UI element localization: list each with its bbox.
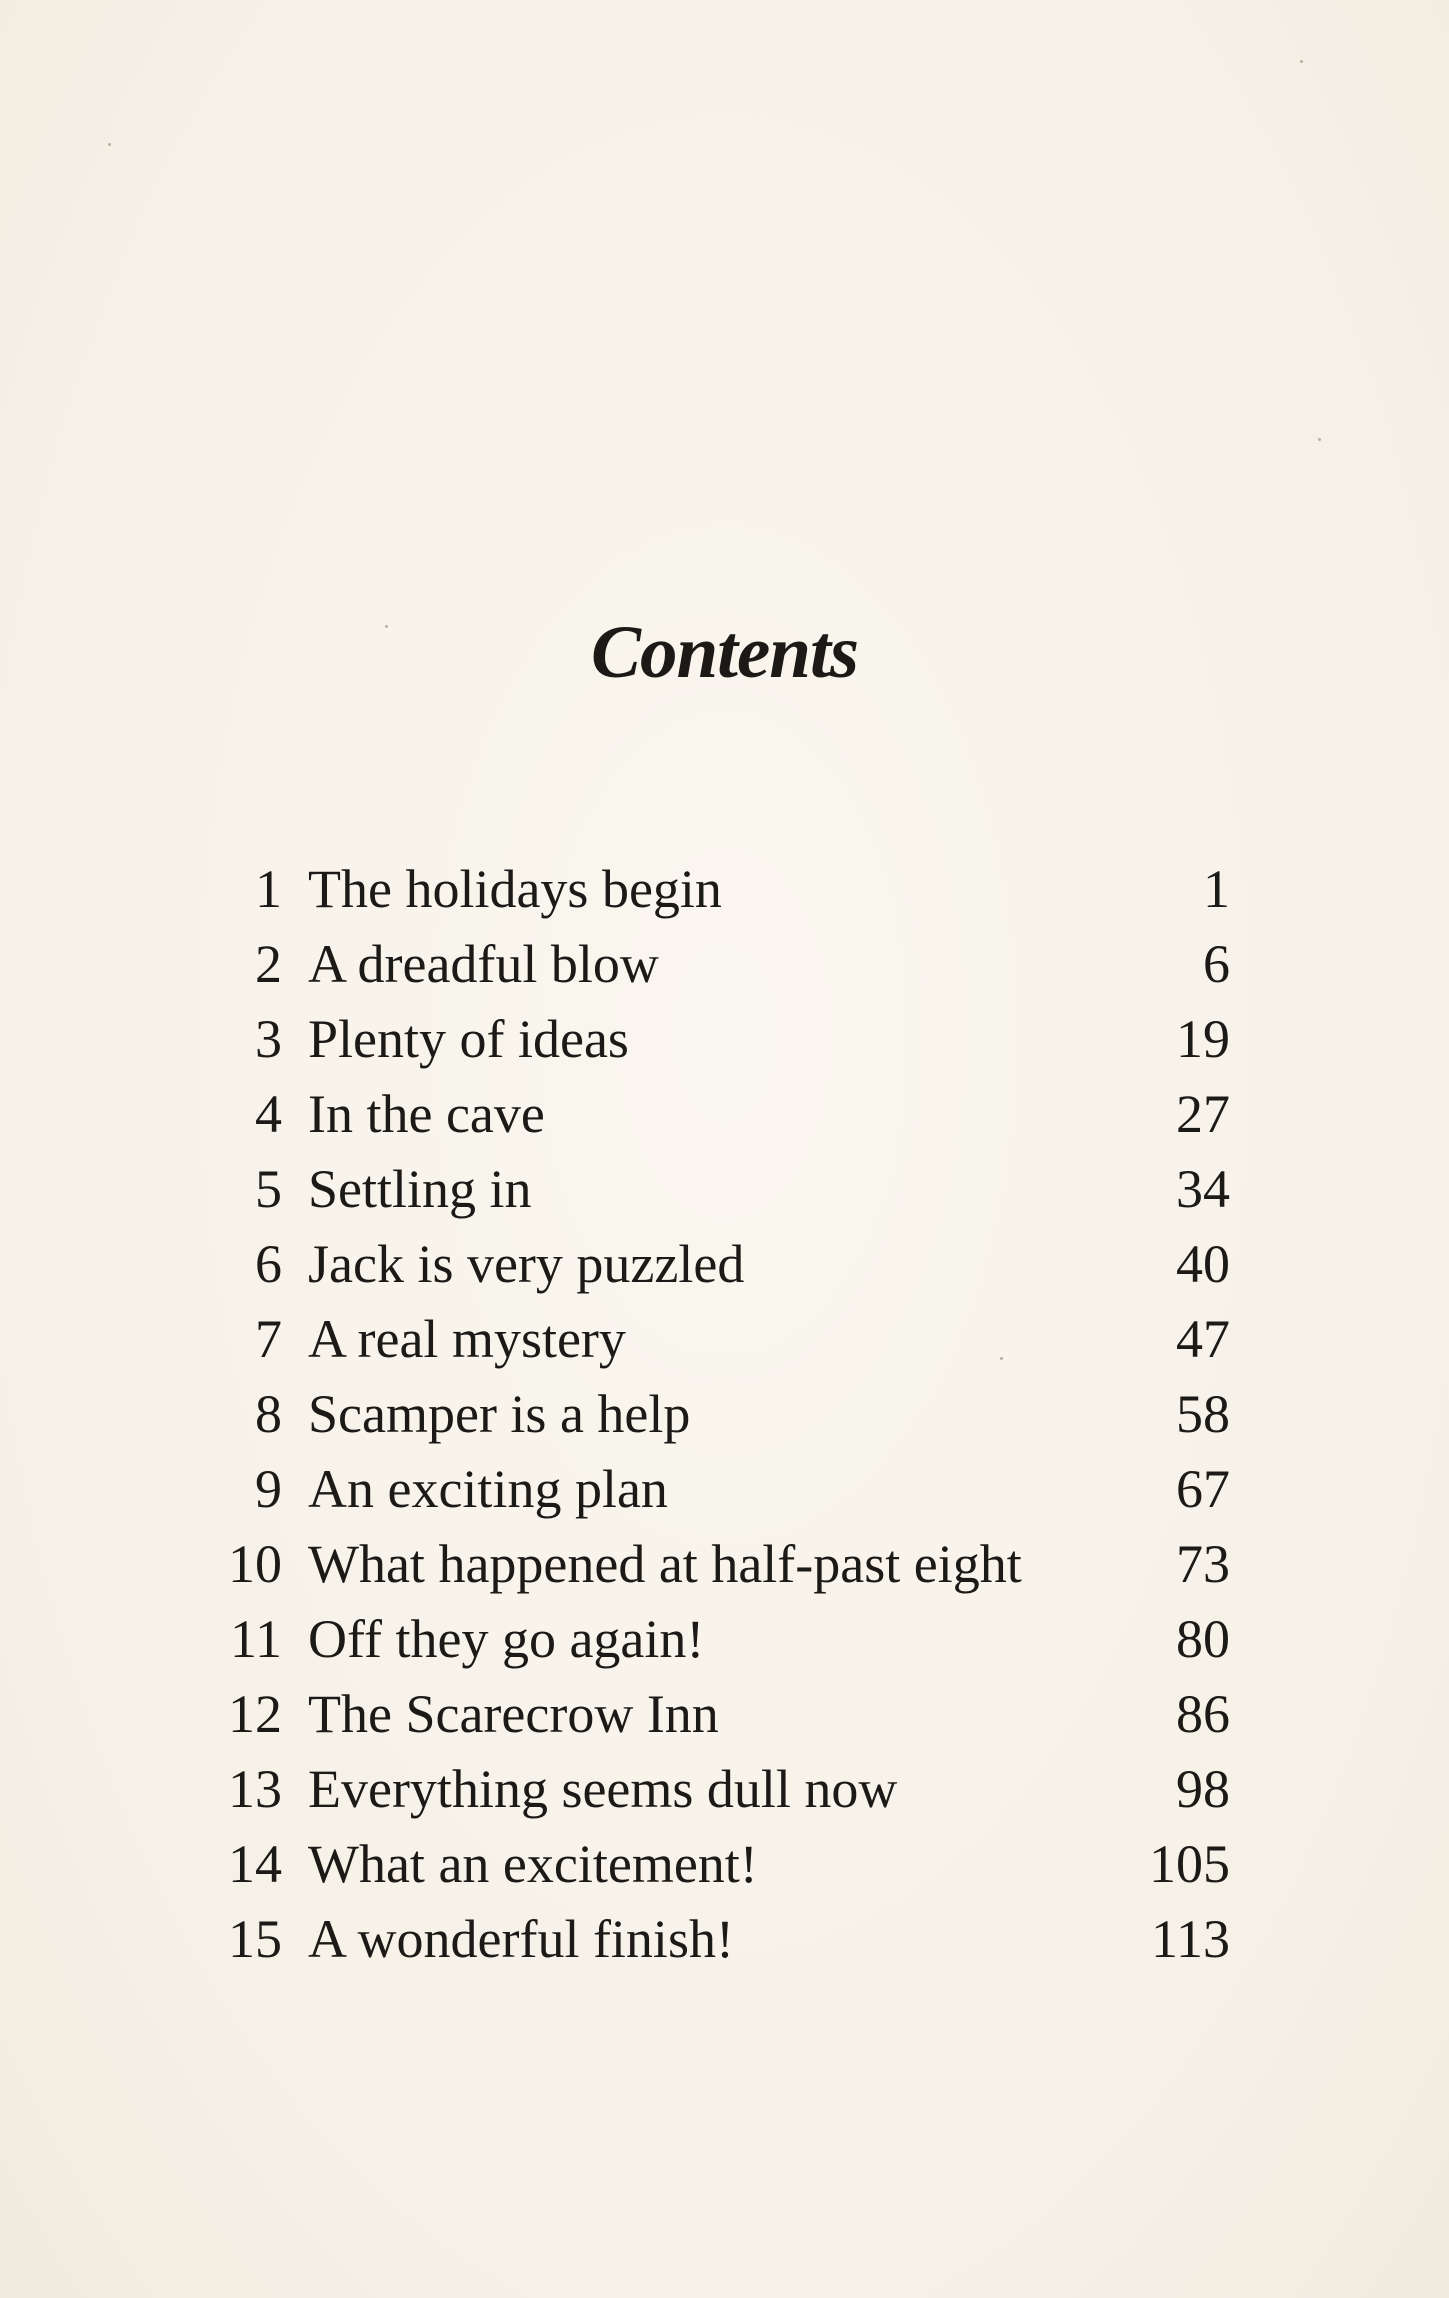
chapter-title: In the cave [308,1084,545,1144]
toc-entry [200,1083,1230,1158]
chapter-number: 3 [255,1009,282,1069]
table-of-contents [200,858,1230,1983]
page-number: 34 [1176,1159,1230,1219]
chapter-title: A dreadful blow [308,934,659,994]
chapter-title: Settling in [308,1159,532,1219]
chapter-number: 10 [228,1534,282,1594]
chapter-title: An exciting plan [308,1459,668,1519]
chapter-title: A real mystery [308,1309,626,1369]
chapter-title: Jack is very puzzled [308,1234,745,1294]
toc-entry [200,1458,1230,1533]
toc-entry [200,1683,1230,1758]
toc-entry [200,1308,1230,1383]
toc-entry [200,1158,1230,1233]
chapter-title: The Scarecrow Inn [308,1684,719,1744]
chapter-number: 6 [255,1234,282,1294]
toc-entry [200,1233,1230,1308]
page-title: Contents [590,611,859,694]
page-number: 47 [1176,1309,1230,1369]
page-number: 58 [1176,1384,1230,1444]
page-number: 86 [1176,1684,1230,1744]
toc-entry [200,933,1230,1008]
paper-speck [1300,60,1303,63]
toc-entry [200,1758,1230,1833]
toc-entry [200,1383,1230,1458]
toc-entry [200,1833,1230,1908]
paper-speck [108,143,111,146]
chapter-title: Scamper is a help [308,1384,691,1444]
page-number: 19 [1176,1009,1230,1069]
chapter-title: A wonderful finish! [308,1909,734,1969]
chapter-title: Plenty of ideas [308,1009,629,1069]
chapter-number: 11 [230,1609,282,1669]
chapter-number: 9 [255,1459,282,1519]
chapter-number: 2 [255,934,282,994]
chapter-number: 15 [228,1909,282,1969]
chapter-number: 1 [255,859,282,919]
paper-speck [1318,438,1321,441]
toc-entry [200,858,1230,933]
page-number: 40 [1176,1234,1230,1294]
chapter-title: The holidays begin [308,859,722,919]
toc-entry [200,1008,1230,1083]
toc-entry [200,1608,1230,1683]
chapter-title: What an excitement! [308,1834,758,1894]
page-number: 73 [1176,1534,1230,1594]
chapter-number: 5 [255,1159,282,1219]
chapter-number: 12 [228,1684,282,1744]
chapter-number: 14 [228,1834,282,1894]
chapter-number: 13 [228,1759,282,1819]
page-number: 98 [1176,1759,1230,1819]
chapter-title: Off they go again! [308,1609,705,1669]
chapter-title: Everything seems dull now [308,1759,898,1819]
chapter-number: 8 [255,1384,282,1444]
chapter-number: 4 [255,1084,282,1144]
page-number: 67 [1176,1459,1230,1519]
page-number: 27 [1176,1084,1230,1144]
toc-entry [200,1533,1230,1608]
chapter-title: What happened at half-past eight [308,1534,1022,1594]
page-number: 6 [1203,934,1230,994]
toc-entry [200,1908,1230,1983]
page-number: 105 [1149,1834,1230,1894]
page-number: 113 [1151,1909,1230,1969]
page-number: 1 [1203,859,1230,919]
page-number: 80 [1176,1609,1230,1669]
chapter-number: 7 [255,1309,282,1369]
